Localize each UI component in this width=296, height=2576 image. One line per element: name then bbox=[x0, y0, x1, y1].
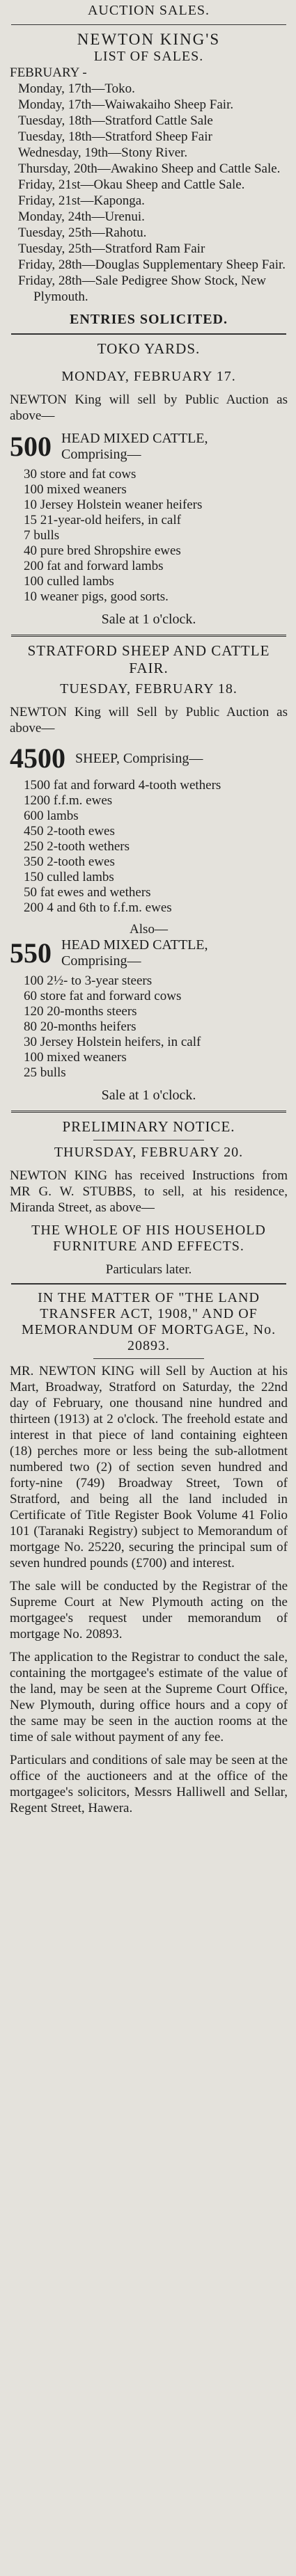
list-item: 250 2-tooth wethers bbox=[24, 839, 130, 854]
cattle-lots bbox=[10, 973, 288, 1081]
list-item: 10 weaner pigs, good sorts. bbox=[24, 589, 169, 604]
toko-title: TOKO YARDS. bbox=[97, 340, 201, 357]
stratford-title: STRATFORD SHEEP AND CATTLE FAIR. bbox=[27, 642, 270, 676]
sheep-caption: SHEEP, Comprising— bbox=[75, 750, 203, 766]
preliminary-date: THURSDAY, FEBRUARY 20. bbox=[54, 1145, 244, 1160]
divider bbox=[11, 635, 286, 637]
land-transfer-notice bbox=[10, 1290, 288, 1816]
list-item: 1200 f.f.m. ewes bbox=[24, 793, 113, 808]
sales-list bbox=[10, 81, 288, 305]
list-item: 100 2½- to 3-year steers bbox=[24, 973, 153, 988]
list-item: Wednesday, 19th—Stony River. bbox=[18, 145, 188, 160]
list-item: Monday, 17th—Waiwakaiho Sheep Fair. bbox=[18, 97, 234, 112]
sheep-count: 4500 bbox=[10, 742, 65, 774]
furniture-heading: THE WHOLE OF HIS HOUSEHOLD FURNITURE AND EFFECTS. bbox=[31, 1223, 266, 1254]
list-of-sales-title: LIST OF SALES. bbox=[93, 49, 204, 64]
divider bbox=[11, 24, 286, 25]
list-item: 30 Jersey Holstein heifers, in calf bbox=[24, 1035, 201, 1049]
preliminary-notice-advert bbox=[10, 1118, 288, 1278]
preliminary-title: PRELIMINARY NOTICE. bbox=[62, 1118, 235, 1135]
list-item: 100 mixed weaners bbox=[24, 482, 127, 497]
list-item: Friday, 21st—Okau Sheep and Cattle Sale. bbox=[18, 177, 245, 192]
list-of-sales-advert bbox=[10, 3, 288, 328]
list-item: 50 fat ewes and wethers bbox=[24, 885, 151, 900]
list-item: Tuesday, 25th—Stratford Ram Fair bbox=[18, 241, 205, 256]
cattle-count: 550 bbox=[10, 937, 52, 969]
stratford-date: TUESDAY, FEBRUARY 18. bbox=[60, 681, 237, 697]
list-item: 30 store and fat cows bbox=[24, 467, 137, 482]
list-item: 200 fat and forward lambs bbox=[24, 559, 164, 573]
cattle-caption: HEAD MIXED CATTLE, Comprising— bbox=[61, 937, 208, 969]
particulars-later: Particulars later. bbox=[105, 1262, 192, 1277]
stratford-fair-advert bbox=[10, 642, 288, 1104]
land-paragraph-1: MR. NEWTON KING will Sell by Auction at his Mart, Broadway, Stratford on Saturday, the 22nd day of February, one thousand nine hundred and thirteen (1913) at 2 o'clock. The freehold estate and interest in that piece of land containing eighteen (18) perches more or less being the sub-allotment numbered two (2) of section seven hundred and forty-nine (749) Broadway Street, Town of Stratford, and being all the land included in Certificate of Title Register Book Volume 41 Folio 101 (Taranaki Registry) subject to Memorandum of mortgage No. 25220, securing the principal sum of seven hundred pounds (£700) and interest. bbox=[10, 1364, 288, 1571]
list-item: Tuesday, 25th—Rahotu. bbox=[18, 225, 147, 240]
newton-king-title: NEWTON KING'S bbox=[77, 31, 221, 48]
land-paragraph-3: The application to the Registrar to conduct the sale, containing the mortgagee's estimate of the value of the land, may be seen at the Supreme Court Office, New Plymouth, during office hours and a copy of the same may be seen in the auction rooms at the time of sale without payment of any fee. bbox=[10, 1650, 288, 1744]
stratford-intro: NEWTON King will Sell by Public Auction as above— bbox=[10, 705, 288, 736]
list-item: 450 2-tooth ewes bbox=[24, 824, 115, 838]
also-label: Also— bbox=[130, 922, 168, 937]
stratford-sale-time: Sale at 1 o'clock. bbox=[101, 1088, 196, 1103]
toko-yards-advert bbox=[10, 340, 288, 628]
cattle-headline bbox=[10, 937, 288, 969]
list-item: Friday, 28th—Sale Pedigree Show Stock, New Plymouth. bbox=[18, 273, 267, 304]
list-item: 150 culled lambs bbox=[24, 870, 114, 884]
auction-sales-header: AUCTION SALES. bbox=[87, 3, 210, 18]
list-item: 40 pure bred Shropshire ewes bbox=[24, 543, 181, 558]
land-paragraph-2: The sale will be conducted by the Registrar of the Supreme Court at New Plymouth acting on the mortgagee's request under memorandum of mortgage No. 20893. bbox=[10, 1579, 288, 1641]
toko-head-count: 500 bbox=[10, 431, 52, 462]
land-paragraph-4: Particulars and conditions of sale may be seen at the office of the auctioneers and at the office of the mortgagee's solicitors, Messrs Halliwell and Sellar, Regent Street, Hawera. bbox=[10, 1753, 288, 1815]
list-item: Friday, 28th—Douglas Supplementary Sheep Fair. bbox=[18, 257, 286, 272]
list-item: 1500 fat and forward 4-tooth wethers bbox=[24, 778, 221, 793]
preliminary-intro: NEWTON KING has received Instructions from MR G. W. STUBBS, to sell, at his residence, Miranda Street, as above— bbox=[10, 1168, 288, 1215]
divider bbox=[11, 1111, 286, 1113]
list-item: 350 2-tooth ewes bbox=[24, 854, 115, 869]
toko-head-caption: HEAD MIXED CATTLE, Comprising— bbox=[61, 431, 208, 462]
month-label: FEBRUARY - bbox=[10, 65, 87, 80]
list-item: Tuesday, 18th—Stratford Cattle Sale bbox=[18, 113, 213, 128]
list-item: 600 lambs bbox=[24, 809, 79, 823]
list-item: 100 culled lambs bbox=[24, 574, 114, 589]
list-item: 15 21-year-old heifers, in calf bbox=[24, 513, 181, 527]
list-item: Tuesday, 18th—Stratford Sheep Fair bbox=[18, 129, 212, 144]
entries-solicited: ENTRIES SOLICITED. bbox=[70, 312, 228, 327]
sheep-lots bbox=[10, 778, 288, 916]
sheep-headline bbox=[10, 743, 288, 774]
list-item: Friday, 21st—Kaponga. bbox=[18, 193, 145, 208]
divider bbox=[11, 333, 286, 335]
list-item: 80 20-months heifers bbox=[24, 1019, 137, 1034]
list-item: 120 20-months steers bbox=[24, 1004, 137, 1019]
list-item: 200 4 and 6th to f.f.m. ewes bbox=[24, 900, 172, 915]
list-item: 25 bulls bbox=[24, 1065, 66, 1080]
toko-sale-time: Sale at 1 o'clock. bbox=[101, 612, 196, 627]
list-item: 60 store fat and forward cows bbox=[24, 989, 182, 1003]
list-item: 7 bulls bbox=[24, 528, 60, 543]
list-item: 100 mixed weaners bbox=[24, 1050, 127, 1065]
list-item: Monday, 24th—Urenui. bbox=[18, 209, 145, 224]
toko-date: MONDAY, FEBRUARY 17. bbox=[61, 369, 236, 384]
land-transfer-title: IN THE MATTER OF "THE LAND TRANSFER ACT, 1908," AND OF MEMORANDUM OF MORTGAGE, No. 20893. bbox=[21, 1290, 276, 1353]
divider bbox=[93, 1358, 205, 1359]
list-item: Thursday, 20th—Awakino Sheep and Cattle Sale. bbox=[18, 161, 281, 176]
toko-intro: NEWTON King will sell by Public Auction as above— bbox=[10, 392, 288, 423]
list-item: 10 Jersey Holstein weaner heifers bbox=[24, 498, 203, 512]
list-item: Monday, 17th—Toko. bbox=[18, 81, 135, 96]
toko-lots bbox=[10, 467, 288, 605]
divider bbox=[11, 1283, 286, 1285]
toko-headline bbox=[10, 431, 288, 463]
